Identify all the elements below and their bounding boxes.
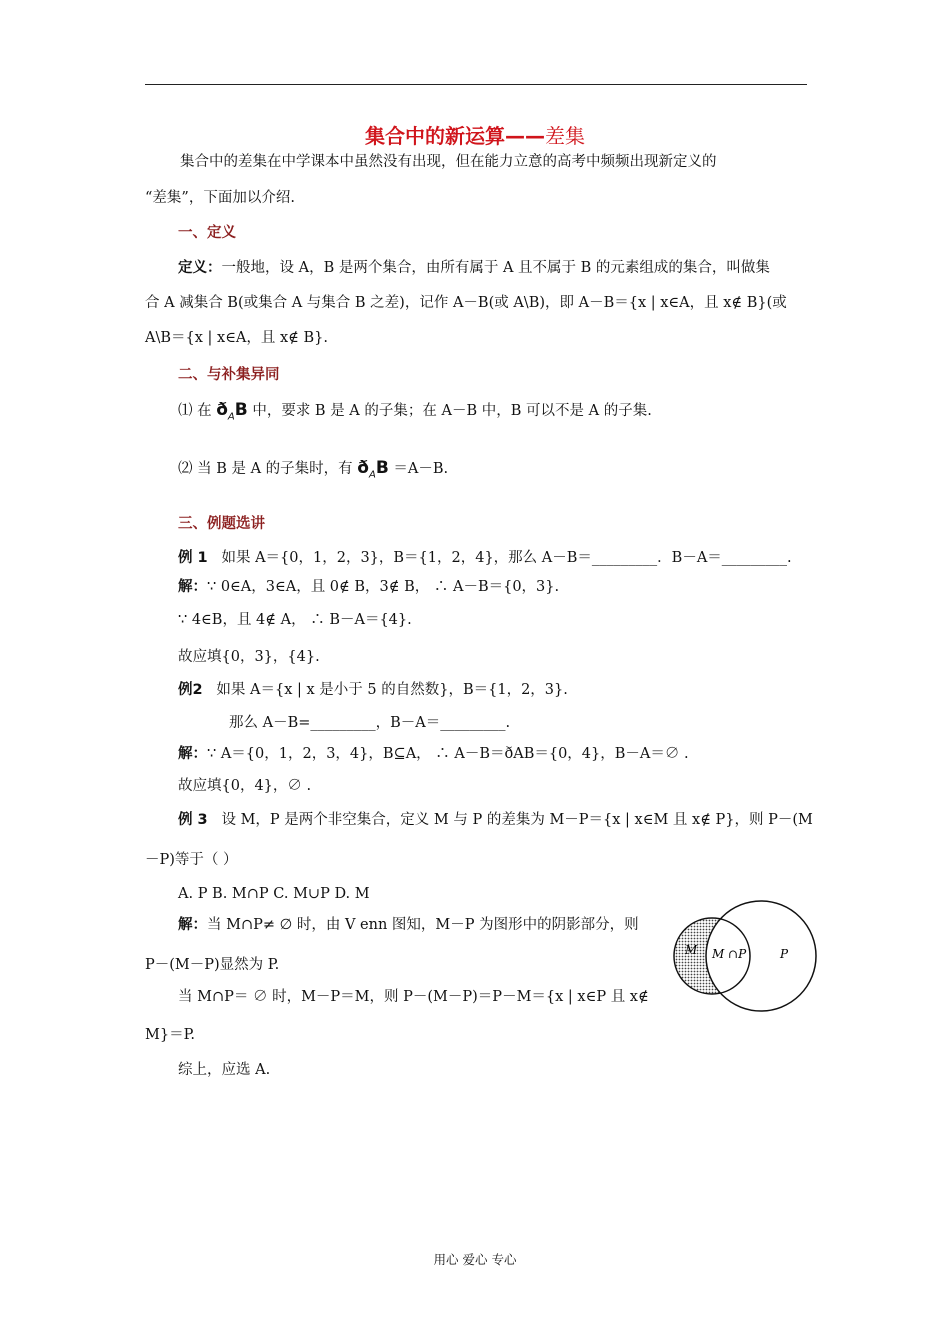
example-3-question-2: －P)等于（ ） xyxy=(145,852,238,868)
example-3-solution-4: M}＝P. xyxy=(145,1027,195,1043)
example-1-question: 例 1 如果 A＝{0，1，2，3}，B＝{1，2，4}，那么 A－B＝_________．B－A＝_________. xyxy=(178,550,792,566)
compare-item-1: ⑴ 在 $ð_AB$ 中，要求 B 是 A 的子集；在 A－B 中，B 可以不是 A 的子集. xyxy=(178,400,652,423)
example-3-question-1: 例 3 设 M，P 是两个非空集合，定义 M 与 P 的差集为 M－P＝{x | x∈M 且 x∉ P}，则 P－(M xyxy=(178,812,813,828)
example-2-solution: 解：∵ A＝{0，1，2，3，4}，B⊆A， ∴ A－B＝ðAB＝{0，4}，B－A＝∅ . xyxy=(178,746,689,762)
example-3-conclusion: 综上，应选 A. xyxy=(178,1062,271,1078)
venn-label-p: P xyxy=(780,947,789,961)
complement-symbol: $ð_AB$ xyxy=(216,400,248,423)
intro-line-2: “差集”，下面加以介绍. xyxy=(145,190,295,206)
venn-label-intersection: M ∩P xyxy=(712,947,747,961)
example-3-solution-2: P－(M－P)显然为 P. xyxy=(145,957,280,973)
definition-line-2: 合 A 减集合 B(或集合 A 与集合 B 之差)，记作 A－B(或 A\B)，即 A－B＝{x | x∈A，且 x∉ B}(或 xyxy=(145,295,787,311)
definition-line-1: 定义：一般地，设 A，B 是两个集合，由所有属于 A 且不属于 B 的元素组成的集合，叫做集 xyxy=(178,260,770,276)
venn-diagram xyxy=(672,898,828,1016)
example-1-solution-1: 解：∵ 0∈A，3∈A，且 0∉ B，3∉ B， ∴ A－B＝{0，3}. xyxy=(178,579,560,595)
example-2-answer: 故应填{0，4}，∅ . xyxy=(178,778,312,794)
section-heading-compare: 二、与补集异同 xyxy=(178,367,280,383)
compare-item-2: ⑵ 当 B 是 A 的子集时，有 $ð_AB =A-B$. xyxy=(178,458,449,481)
page-title: 集合中的新运算——差集 xyxy=(365,124,585,148)
complement-symbol: $ð_AB$ xyxy=(357,458,389,481)
venn-label-m: M xyxy=(685,943,698,957)
page-footer: 用心 爱心 专心 xyxy=(433,1252,517,1267)
intro-line-1: 集合中的差集在中学课本中虽然没有出现，但在能力立意的高考中频频出现新定义的 xyxy=(180,154,717,170)
example-2-question: 例2 如果 A＝{x | x 是小于 5 的自然数}，B＝{1，2，3}. xyxy=(178,682,568,698)
definition-line-3: A\B＝{x | x∈A，且 x∉ B}. xyxy=(145,330,329,346)
example-1-answer: 故应填{0，3}，{4}. xyxy=(178,649,320,665)
example-2-question-2: 那么 A－B=_________，B－A＝_________. xyxy=(229,715,511,731)
example-3-options: A. P B. M∩P C. M∪P D. M xyxy=(178,886,370,902)
header-rule xyxy=(145,84,807,85)
example-1-solution-2: ∵ 4∈B，且 4∉ A， ∴ B－A＝{4}. xyxy=(178,612,412,628)
section-heading-examples: 三、例题选讲 xyxy=(178,516,265,532)
section-heading-definition: 一、定义 xyxy=(178,225,236,241)
example-3-solution-1: 解：当 M∩P≠ ∅ 时，由 V enn 图知，M－P 为图形中的阴影部分，则 xyxy=(178,917,639,933)
example-3-solution-3: 当 M∩P＝ ∅ 时，M－P＝M，则 P－(M－P)＝P－M＝{x | x∈P 且 x∉ xyxy=(178,989,649,1005)
